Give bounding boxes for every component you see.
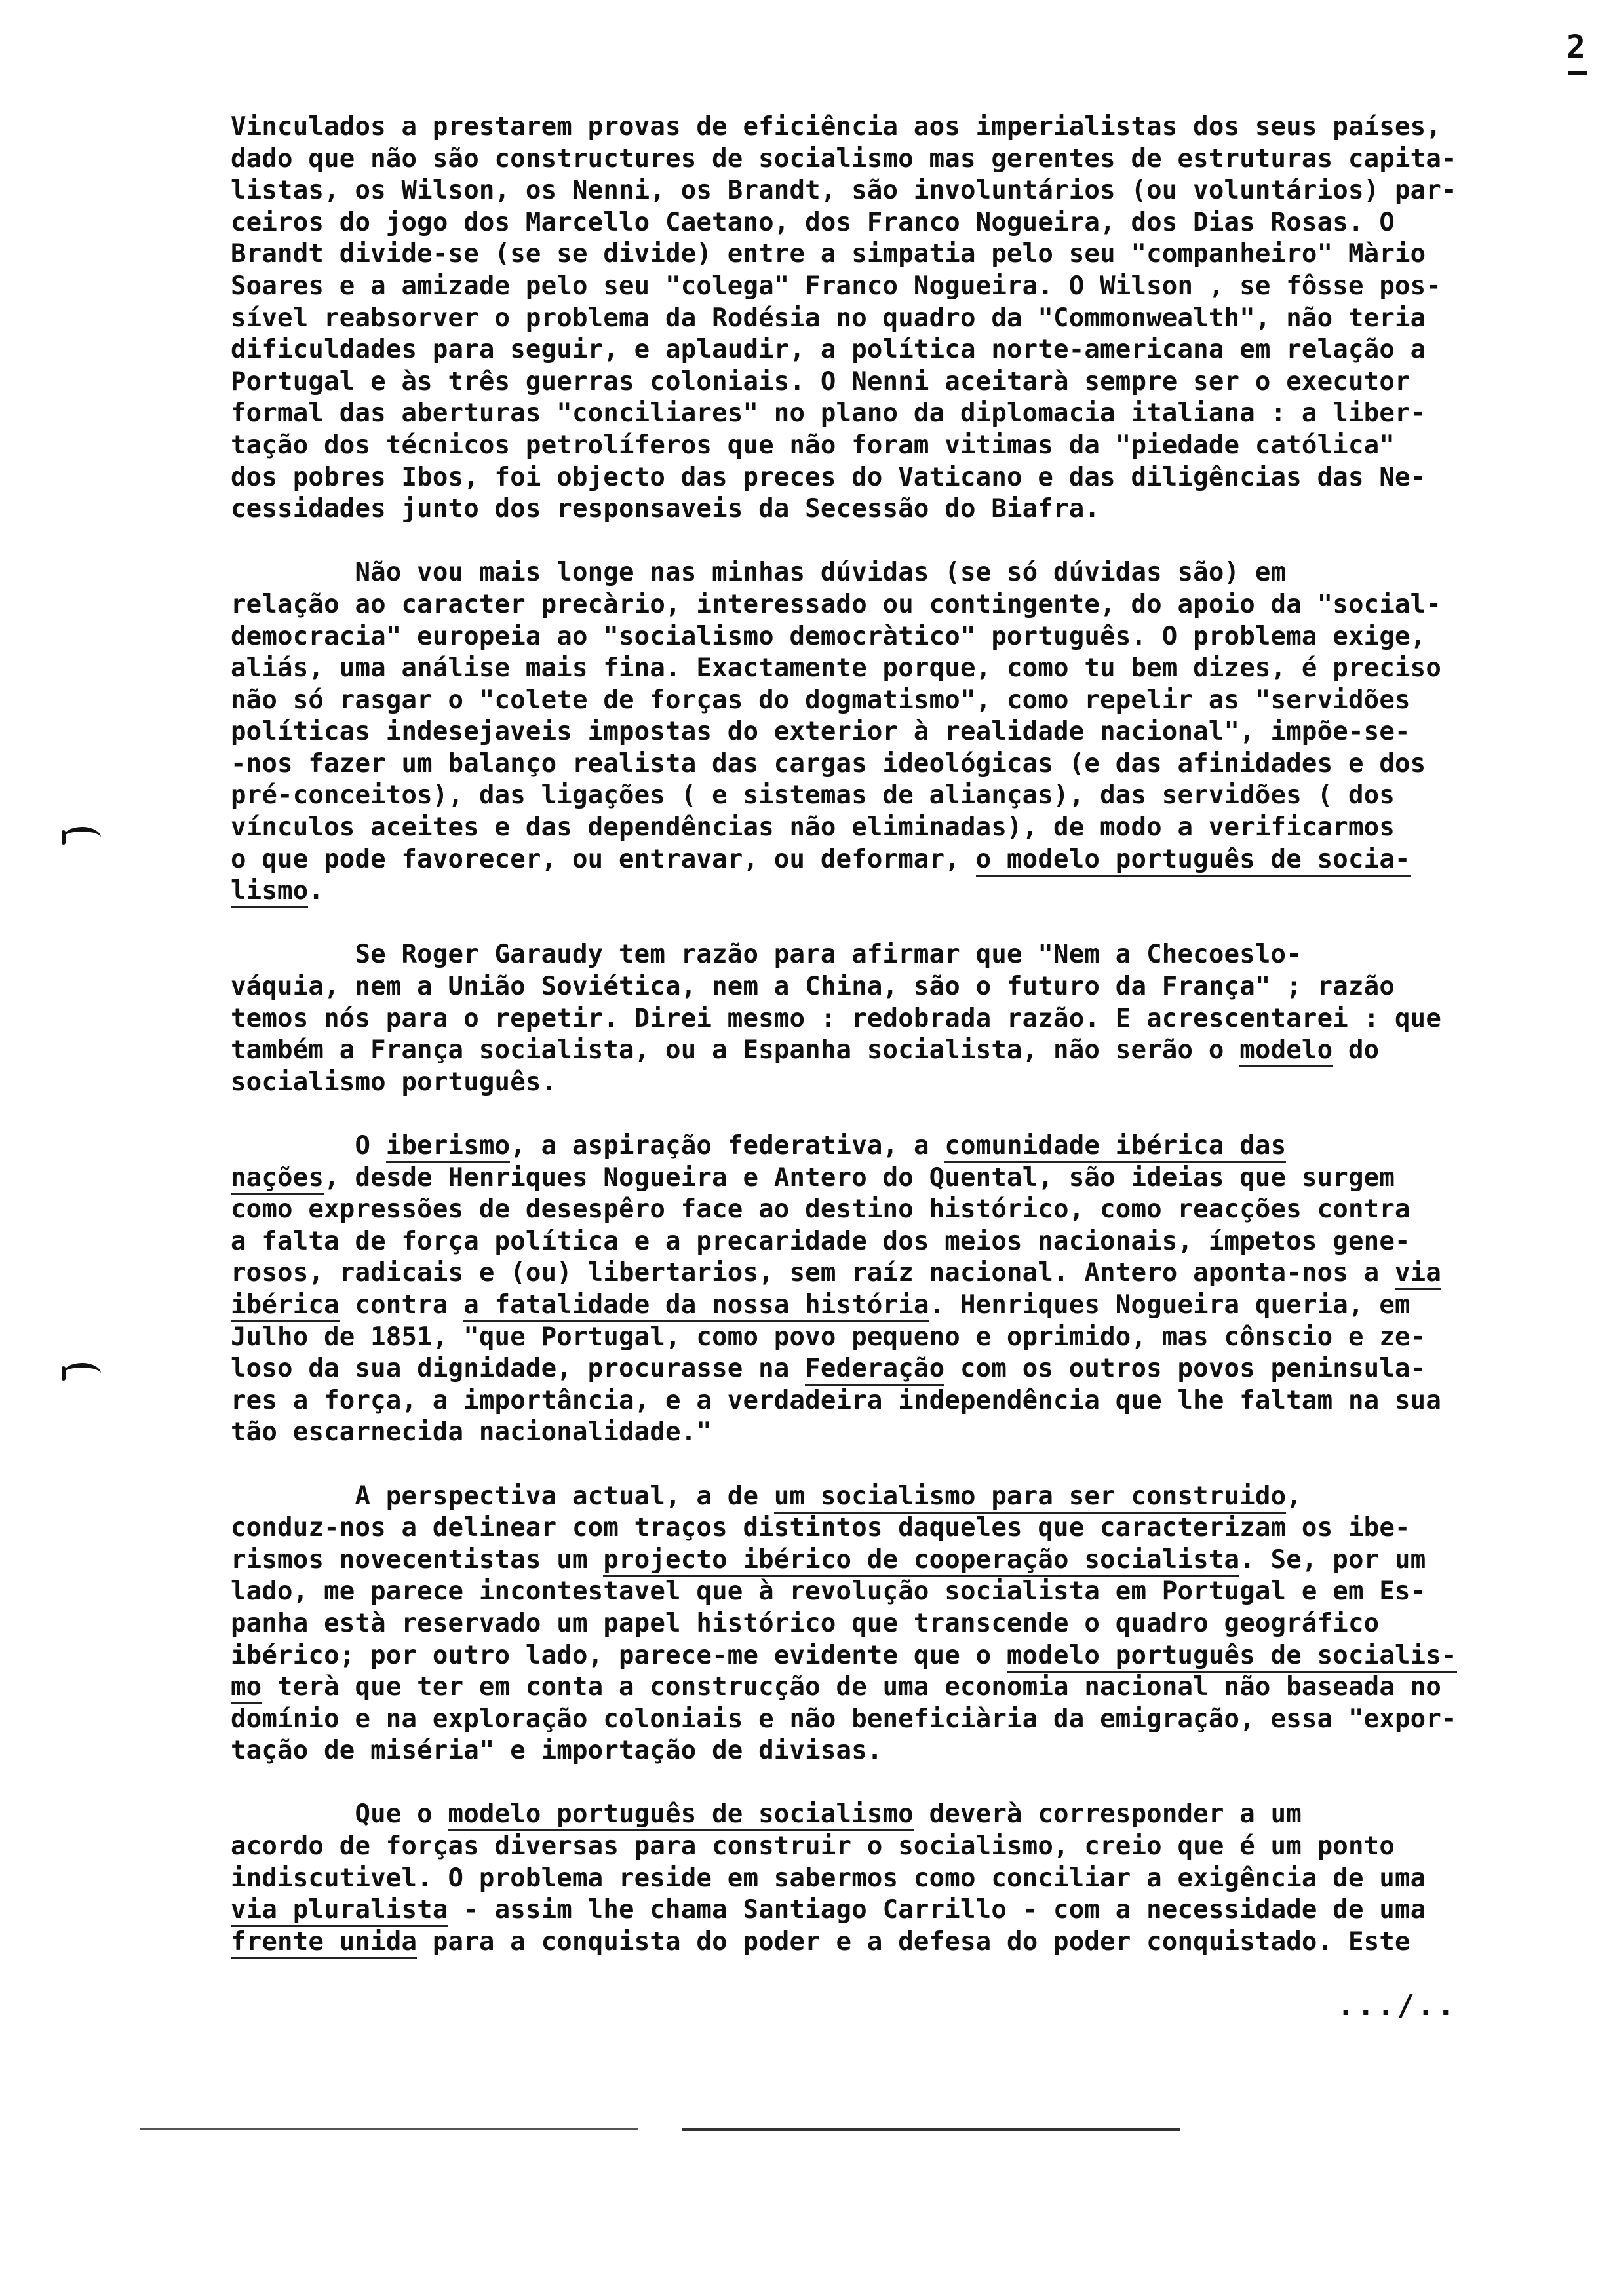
text-line <box>231 557 1581 589</box>
text-run: , <box>1286 1481 1302 1511</box>
text-line <box>231 1290 1581 1322</box>
text-run: O <box>231 1131 386 1160</box>
text-line <box>231 1003 1581 1035</box>
underlined-phrase: Federação <box>805 1354 944 1386</box>
text-run: sível reabsorver o problema da Rodésia no quadro da "Commonwealth", não teria <box>231 303 1426 333</box>
text-line <box>231 1767 1581 1799</box>
underlined-phrase: via pluralista <box>231 1895 448 1927</box>
text-run: váquia, nem a União Soviética, nem a China, são o futuro da França" ; razão <box>231 972 1395 1002</box>
text-line <box>231 493 1581 526</box>
text-run: rismos novecentistas um <box>231 1544 604 1575</box>
text-run: loso da sua dignidade, procurasse na <box>231 1354 806 1384</box>
text-run: a falta de força política e a precaridade dos meios nacionais, ímpetos gene- <box>231 1226 1411 1256</box>
text-run: Que o <box>231 1799 448 1829</box>
underlined-phrase: modelo português de socialismo <box>448 1799 914 1831</box>
text-run: Se Roger Garaudy tem razão para afirmar que "Nem a Checoeslo- <box>231 940 1302 970</box>
text-line <box>231 1449 1581 1481</box>
text-run: Vinculados a prestarem provas de eficiência aos imperialistas dos seus países, <box>231 112 1442 142</box>
text-run: para a conquista do poder e a defesa do poder conquistado. Este <box>417 1926 1411 1957</box>
underlined-phrase: comunidade ibérica das <box>944 1131 1286 1163</box>
underlined-phrase: mo <box>231 1672 262 1704</box>
text-line <box>231 144 1581 176</box>
text-line <box>231 1894 1581 1926</box>
text-line <box>231 111 1581 144</box>
text-line <box>231 1544 1581 1577</box>
text-run: temos nós para o repetir. Direi mesmo : redobrada razão. E acrescentarei : que <box>231 1003 1442 1033</box>
text-run: democracia" europeia ao "socialismo democràtico" português. O problema exige, <box>231 621 1426 651</box>
text-run: panha està reservado um papel histórico que transcende o quadro geográfico <box>231 1608 1380 1638</box>
text-run: Portugal e às três guerras coloniais. O Nenni aceitarà sempre ser o executor <box>231 366 1411 396</box>
text-line <box>231 653 1581 685</box>
text-run: rosos, radicais e (ou) libertarios, sem raíz nacional. Antero aponta-nos a <box>231 1258 1395 1288</box>
text-line <box>231 589 1581 621</box>
text-run: A perspectiva actual, a de <box>231 1481 774 1511</box>
text-run: . Se, por um <box>1239 1544 1426 1575</box>
text-run: . <box>308 876 324 906</box>
text-run: . Henriques Nogueira queria, em <box>929 1290 1411 1320</box>
text-line <box>231 939 1581 971</box>
text-line <box>231 1672 1581 1704</box>
text-run: -nos fazer um balanço realista das cargas ideológicas (e das afinidades e dos <box>231 748 1426 778</box>
text-line <box>231 1098 1581 1130</box>
underlined-phrase: modelo <box>1239 1035 1333 1067</box>
text-run: o que pode favorecer, ou entravar, ou deformar, <box>231 844 976 874</box>
text-run: Soares e a amizade pelo seu "colega" Franco Nogueira. O Wilson , se fôsse pos- <box>231 271 1442 301</box>
text-run: dado que não são constructures de socialismo mas gerentes de estruturas capita- <box>231 144 1457 174</box>
text-run: ceiros do jogo dos Marcello Caetano, dos Franco Nogueira, dos Dias Rosas. O <box>231 207 1395 237</box>
text-run: com os outros povos peninsula- <box>944 1354 1426 1384</box>
text-line <box>231 1831 1581 1863</box>
text-line <box>231 748 1581 780</box>
underlined-phrase: o modelo português de socia- <box>976 845 1411 877</box>
footer-rule <box>140 2128 638 2130</box>
text-run: do <box>1333 1035 1380 1065</box>
underlined-phrase: lismo <box>231 876 308 908</box>
text-run: tão escarnecida nacionalidade." <box>231 1417 712 1447</box>
footer-rule <box>682 2128 1180 2131</box>
text-line <box>231 1863 1581 1895</box>
text-line <box>231 271 1581 303</box>
text-line <box>231 1162 1581 1195</box>
underlined-phrase: projecto ibérico de cooperação socialista <box>603 1545 1239 1577</box>
text-run: domínio e na exploração coloniais e não beneficiària da emigração, essa "expor- <box>231 1704 1457 1734</box>
text-run: contra <box>339 1290 464 1320</box>
text-run: pré-conceitos), das ligações ( e sistemas de alianças), das servidões ( dos <box>231 780 1395 811</box>
text-line <box>231 716 1581 748</box>
text-line <box>231 1417 1581 1449</box>
text-run: cessidades junto dos responsaveis da Secessão do Biafra. <box>231 494 1100 524</box>
text-line <box>231 334 1581 366</box>
text-run: - assim lhe chama Santiago Carrillo - com a necessidade de uma <box>448 1895 1426 1925</box>
text-run: deverà corresponder a um <box>913 1799 1302 1829</box>
text-line <box>231 1035 1581 1067</box>
text-run: acordo de forças diversas para construir o socialismo, creio que é um ponto <box>231 1831 1395 1862</box>
text-run: aliás, uma análise mais fina. Exactamente porque, como tu bem dizes, é preciso <box>231 653 1442 683</box>
underlined-phrase: um socialismo para ser construido <box>774 1482 1286 1514</box>
text-line <box>231 462 1581 494</box>
text-run: Julho de 1851, "que Portugal, como povo pequeno e oprimido, mas cônscio e ze- <box>231 1322 1426 1352</box>
text-run: ibérico; por outro lado, parece-me evidente que o <box>231 1640 1007 1670</box>
text-run: também a França socialista, ou a Espanha socialista, não serão o <box>231 1035 1240 1065</box>
text-line <box>231 1576 1581 1608</box>
text-line <box>231 685 1581 717</box>
text-run: dos pobres Ibos, foi objecto das preces do Vaticano e das diligências das Ne- <box>231 462 1426 492</box>
text-line <box>231 1067 1581 1099</box>
text-line <box>231 1512 1581 1544</box>
text-run: não só rasgar o "colete de forças do dogmatismo", como repelir as "servidões <box>231 685 1411 715</box>
text-run: lado, me parece incontestavel que à revolução socialista em Portugal e em Es- <box>231 1577 1426 1607</box>
page-number: 2 <box>1566 29 1586 66</box>
underlined-phrase: modelo português de socialis- <box>1007 1641 1457 1673</box>
text-run: tação dos técnicos petrolíferos que não foram vitimas da "piedade católica" <box>231 430 1395 460</box>
text-line <box>231 780 1581 812</box>
underlined-phrase: iberismo <box>386 1131 510 1163</box>
text-line <box>231 1226 1581 1258</box>
text-line <box>231 1799 1581 1831</box>
continuation-mark: .../.. <box>1337 1989 1457 2022</box>
text-line <box>231 175 1581 207</box>
text-line <box>231 621 1581 653</box>
underlined-phrase: via <box>1395 1258 1441 1290</box>
text-line <box>231 1257 1581 1290</box>
text-line <box>231 526 1581 558</box>
text-line <box>231 1322 1581 1354</box>
text-run: formal das aberturas "conciliares" no plano da diplomacia italiana : a liber- <box>231 398 1426 429</box>
underlined-phrase: ibérica <box>231 1290 340 1322</box>
underlined-phrase: nações <box>231 1163 324 1195</box>
text-run: conduz-nos a delinear com traços distintos daqueles que caracterizam os ibe- <box>231 1513 1411 1543</box>
text-line <box>231 303 1581 335</box>
text-line <box>231 812 1581 844</box>
text-run: indiscutivel. O problema reside em sabermos como conciliar a exigência de uma <box>231 1863 1426 1893</box>
text-run: listas, os Wilson, os Nenni, os Brandt, são involuntários (ou voluntários) par- <box>231 176 1457 206</box>
text-run: Não vou mais longe nas minhas dúvidas (se só dúvidas são) em <box>231 558 1287 588</box>
text-run: Brandt divide-se (se se divide) entre a simpatia pelo seu "companheiro" Màrio <box>231 239 1426 269</box>
text-line <box>231 844 1581 876</box>
text-run: tação de miséria" e importação de divisas. <box>231 1736 883 1766</box>
text-line <box>231 1353 1581 1385</box>
text-line <box>231 875 1581 908</box>
underlined-phrase: a fatalidade da nossa história <box>463 1290 929 1322</box>
text-line <box>231 908 1581 940</box>
text-line <box>231 1640 1581 1672</box>
text-line <box>231 1704 1581 1736</box>
margin-mark <box>63 827 101 849</box>
text-line <box>231 1385 1581 1417</box>
text-run: vínculos aceites e das dependências não eliminadas), de modo a verificarmos <box>231 813 1395 843</box>
text-run: , desde Henriques Nogueira e Antero do Quental, são ideias que surgem <box>324 1162 1395 1193</box>
text-line <box>231 430 1581 462</box>
text-run: , a aspiração federativa, a <box>510 1131 945 1160</box>
text-run: políticas indesejaveis impostas do exterior à realidade nacional", impõe-se- <box>231 717 1411 747</box>
text-line <box>231 1926 1581 1959</box>
margin-mark <box>63 1363 101 1385</box>
text-line <box>231 1735 1581 1767</box>
text-line <box>231 239 1581 271</box>
text-run: socialismo português. <box>231 1067 557 1097</box>
text-line <box>231 366 1581 398</box>
text-line <box>231 971 1581 1003</box>
text-line <box>231 1608 1581 1640</box>
text-line <box>231 1130 1581 1162</box>
text-line <box>231 1194 1581 1226</box>
text-line <box>231 207 1581 239</box>
text-run: terà que ter em conta a construcção de uma economia nacional não baseada no <box>262 1672 1442 1702</box>
typewritten-body <box>231 111 1581 1958</box>
text-line <box>231 1481 1581 1513</box>
text-run: res a força, a importância, e a verdadeira independência que lhe faltam na sua <box>231 1385 1442 1415</box>
text-line <box>231 398 1581 430</box>
text-run: como expressões de desespêro face ao destino histórico, como reacções contra <box>231 1195 1411 1225</box>
underlined-phrase: frente unida <box>231 1927 417 1959</box>
text-run: relação ao caracter precàrio, interessado ou contingente, do apoio da "social- <box>231 589 1442 619</box>
text-run: dificuldades para seguir, e aplaudir, a política norte-americana em relação a <box>231 335 1426 365</box>
